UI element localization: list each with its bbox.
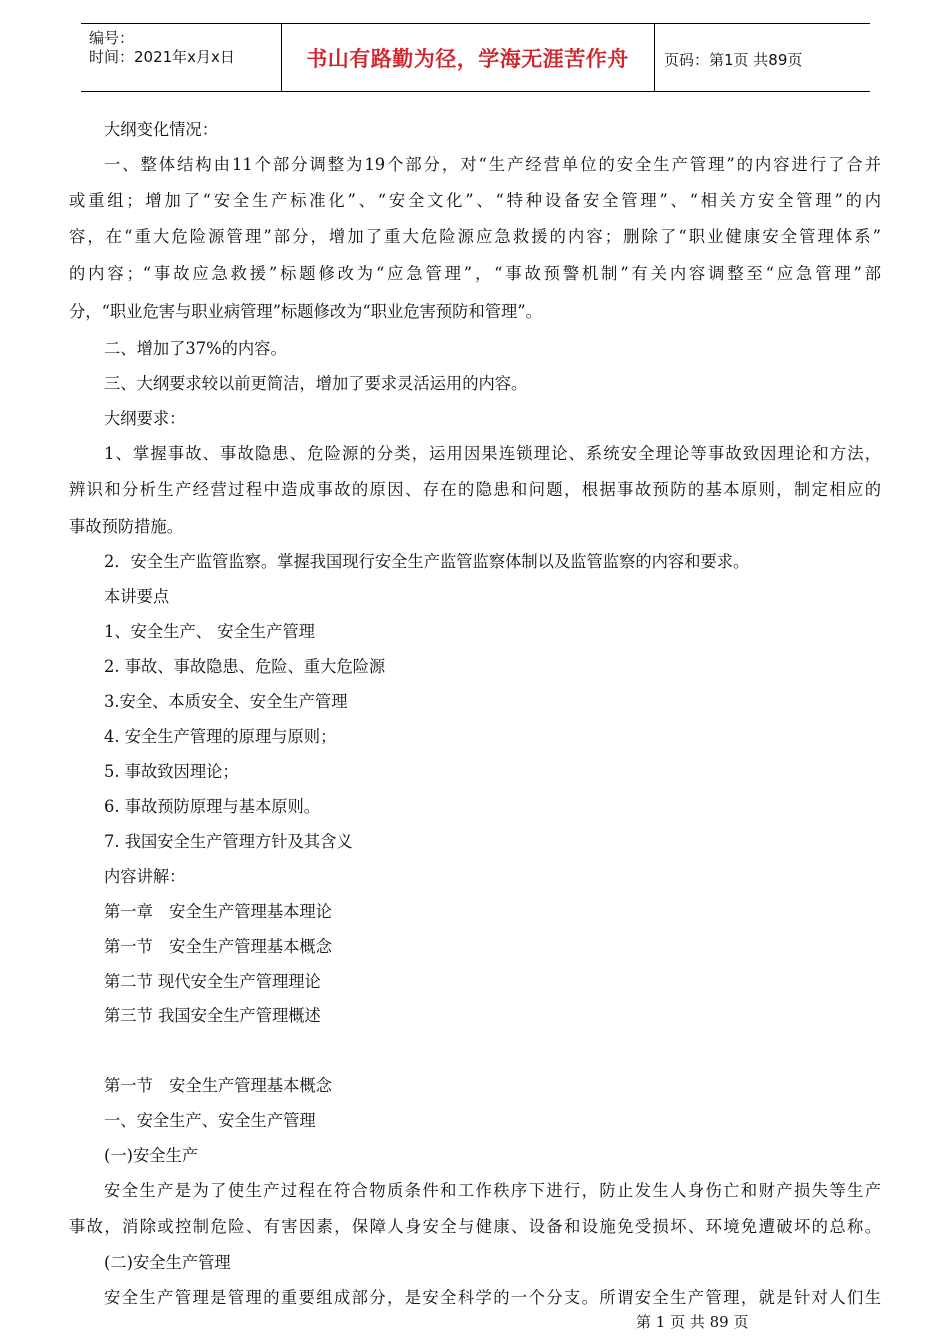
text-line: 辨识和分析生产经营过程中造成事故的原因、存在的隐患和问题，根据事故预防的基本原则，制定相应的: [69, 480, 881, 499]
text-line: 事故预防措施。: [69, 517, 183, 536]
list-item: 1、安全生产、 安全生产管理: [104, 622, 315, 641]
text-line: 事故，消除或控制危险、有害因素，保障人身安全与健康、设备和设施免受损坏、环境免遭破坏的总称。: [69, 1217, 881, 1236]
text-line: 大纲要求：: [104, 409, 186, 428]
header-motto: 书山有路勤为径，学海无涯苦作舟: [306, 46, 629, 71]
list-item: 2. 事故、事故隐患、危险、重大危险源: [104, 657, 386, 676]
subsection-heading: 一、安全生产、安全生产管理: [104, 1111, 316, 1130]
text-line: 容，在“重大危险源管理”部分，增加了重大危险源应急救援的内容；删除了“职业健康安全管理体系”: [69, 227, 881, 246]
header-meta: [81, 24, 281, 91]
section-heading: 内容讲解：: [104, 867, 186, 886]
section-heading: 第三节 我国安全生产管理概述: [104, 1006, 321, 1025]
text-line: 1、掌握事故、事故隐患、危险源的分类，运用因果连锁理论、系统安全理论等事故致因理论和方法，: [104, 444, 881, 463]
text-line: 大纲变化情况：: [104, 120, 218, 139]
section-heading: 第一节 安全生产管理基本概念: [104, 1076, 332, 1095]
header-divider: [654, 24, 655, 91]
page-footer: 第 1 页 共 89 页: [636, 1313, 749, 1331]
document-time-label: 时间：2021年x月x日: [89, 48, 235, 66]
list-item: 4. 安全生产管理的原理与原则；: [104, 727, 337, 746]
subsection-heading: (二)安全生产管理: [104, 1253, 231, 1272]
text-line: 2．安全生产监管监察。掌握我国现行安全生产监管监察体制以及监管监察的内容和要求。: [104, 552, 750, 571]
text-line: 的内容；“事故应急救援”标题修改为“应急管理”，“事故预警机制”有关内容调整至“应急管理”部: [69, 264, 881, 283]
text-line: 安全生产是为了使生产过程在符合物质条件和工作秩序下进行，防止发生人身伤亡和财产损失等生产: [104, 1181, 881, 1200]
section-heading: 本讲要点: [104, 587, 170, 606]
page-header: [81, 23, 870, 92]
chapter-heading: 第一章 安全生产管理基本理论: [104, 902, 332, 921]
text-line: 二、增加了37%的内容。: [104, 339, 287, 358]
section-heading: 第一节 安全生产管理基本概念: [104, 937, 332, 956]
subsection-heading: (一)安全生产: [104, 1146, 199, 1165]
text-line: 安全生产管理是管理的重要组成部分，是安全科学的一个分支。所谓安全生产管理，就是针对人们生: [104, 1288, 881, 1307]
document-code-label: 编号：: [89, 29, 135, 47]
text-line: 三、大纲要求较以前更简洁，增加了要求灵活运用的内容。: [104, 374, 528, 393]
list-item: 3.安全、本质安全、安全生产管理: [104, 692, 348, 711]
text-line: 分，“职业危害与职业病管理”标题修改为“职业危害预防和管理”。: [69, 302, 542, 321]
list-item: 5. 事故致因理论；: [104, 762, 239, 781]
header-page-number: 页码：第1页 共89页: [664, 51, 803, 69]
text-line: 或重组；增加了“安全生产标准化”、“安全文化”、“特种设备安全管理”、“相关方安全管理”的内: [69, 191, 881, 210]
list-item: 7. 我国安全生产管理方针及其含义: [104, 832, 353, 851]
list-item: 6. 事故预防原理与基本原则。: [104, 797, 321, 816]
section-heading: 第二节 现代安全生产管理理论: [104, 972, 321, 991]
text-line: 一、整体结构由11个部分调整为19个部分，对“生产经营单位的安全生产管理”的内容进行了合并: [104, 155, 881, 174]
